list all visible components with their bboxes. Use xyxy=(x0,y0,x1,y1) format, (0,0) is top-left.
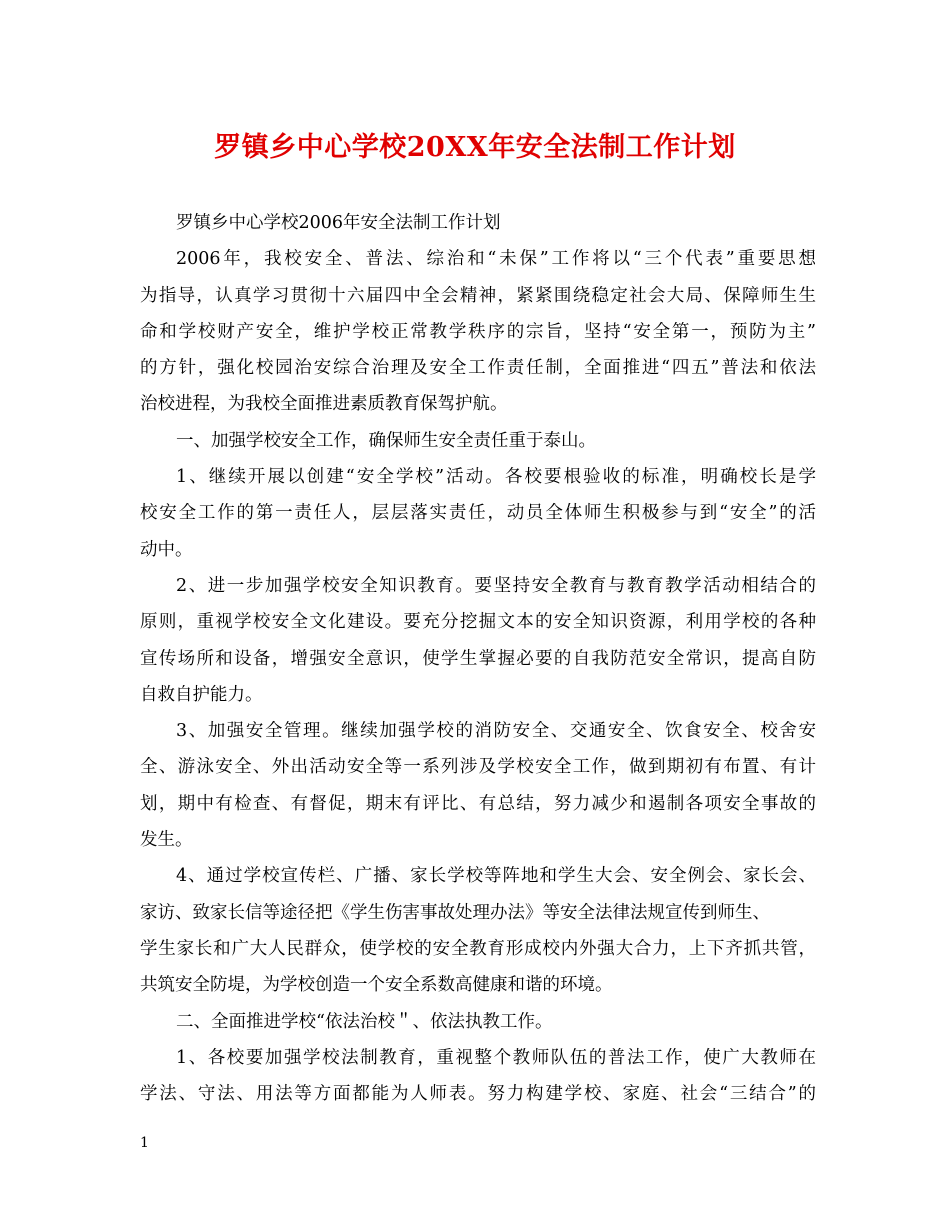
body-line-22: 共筑安全防堤，为学校创造一个安全系数高健康和谐的环境。 xyxy=(140,975,613,996)
body-line-10: 动中。 xyxy=(140,539,193,560)
body-line-15: 3、加强安全管理。继续加强学校的消防安全、交通安全、饮食安全、校舍安 xyxy=(176,721,816,742)
body-line-25: 学法、守法、用法等方面都能为人师表。努力构建学校、家庭、社会“三结合”的 xyxy=(140,1084,816,1105)
body-line-20: 家访、致家长信等途径把《学生伤害事故处理办法》等安全法律法规宣传到师生、 xyxy=(140,902,770,923)
body-line-17: 划，期中有检查、有督促，期末有评比、有总结，努力减少和遏制各项安全事故的 xyxy=(140,793,816,814)
body-line-9: 校安全工作的第一责任人，层层落实责任，动员全体师生积极参与到“安全”的活 xyxy=(140,503,816,524)
body-line-13: 宣传场所和设备，增强安全意识，使学生掌握必要的自我防范安全常识，提高自防 xyxy=(140,648,816,669)
section-heading-1: 一、加强学校安全工作，确保师生安全责任重于泰山。 xyxy=(176,430,596,451)
body-line-18: 发生。 xyxy=(140,830,193,851)
body-line-8: 1、继续开展以创建“安全学校”活动。各校要根验收的标准，明确校长是学 xyxy=(176,467,816,488)
section-heading-2: 二、全面推进学校“依法治校＂、依法执教工作。 xyxy=(176,1011,553,1032)
page-number: 1 xyxy=(140,1135,149,1151)
body-line-21: 学生家长和广大人民群众，使学校的安全教育形成校内外强大合力，上下齐抓共管， xyxy=(140,938,816,959)
body-line-4: 命和学校财产安全，维护学校正常教学秩序的宗旨，坚持“安全第一，预防为主” xyxy=(140,321,816,342)
body-line-3: 为指导，认真学习贯彻十六届四中全会精神，紧紧围绕稳定社会大局、保障师生生 xyxy=(140,285,816,306)
document-title: 罗镇乡中心学校20XX年安全法制工作计划 xyxy=(214,132,736,163)
body-line-12: 原则，重视学校安全文化建设。要充分挖掘文本的安全知识资源，利用学校的各种 xyxy=(140,612,816,633)
body-line-11: 2、进一步加强学校安全知识教育。要坚持安全教育与教育教学活动相结合的 xyxy=(176,575,816,596)
body-line-2: 2006年，我校安全、普法、综治和“未保”工作将以“三个代表”重要思想 xyxy=(176,249,816,270)
document-body xyxy=(140,205,816,1112)
body-line-16: 全、游泳安全、外出活动安全等一系列涉及学校安全工作，做到期初有布置、有计 xyxy=(140,757,816,778)
body-line-5: 的方针，强化校园治安综合治理及安全工作责任制，全面推进“四五”普法和依法 xyxy=(140,358,816,379)
body-line-14: 自救自护能力。 xyxy=(140,684,263,705)
body-line-6: 治校进程，为我校全面推进素质教育保驾护航。 xyxy=(140,394,508,415)
body-line-1: 罗镇乡中心学校2006年安全法制工作计划 xyxy=(176,213,501,233)
body-line-24: 1、各校要加强学校法制教育，重视整个教师队伍的普法工作，使广大教师在 xyxy=(176,1047,816,1068)
body-line-19: 4、通过学校宣传栏、广播、家长学校等阵地和学生大会、安全例会、家长会、 xyxy=(176,866,816,887)
